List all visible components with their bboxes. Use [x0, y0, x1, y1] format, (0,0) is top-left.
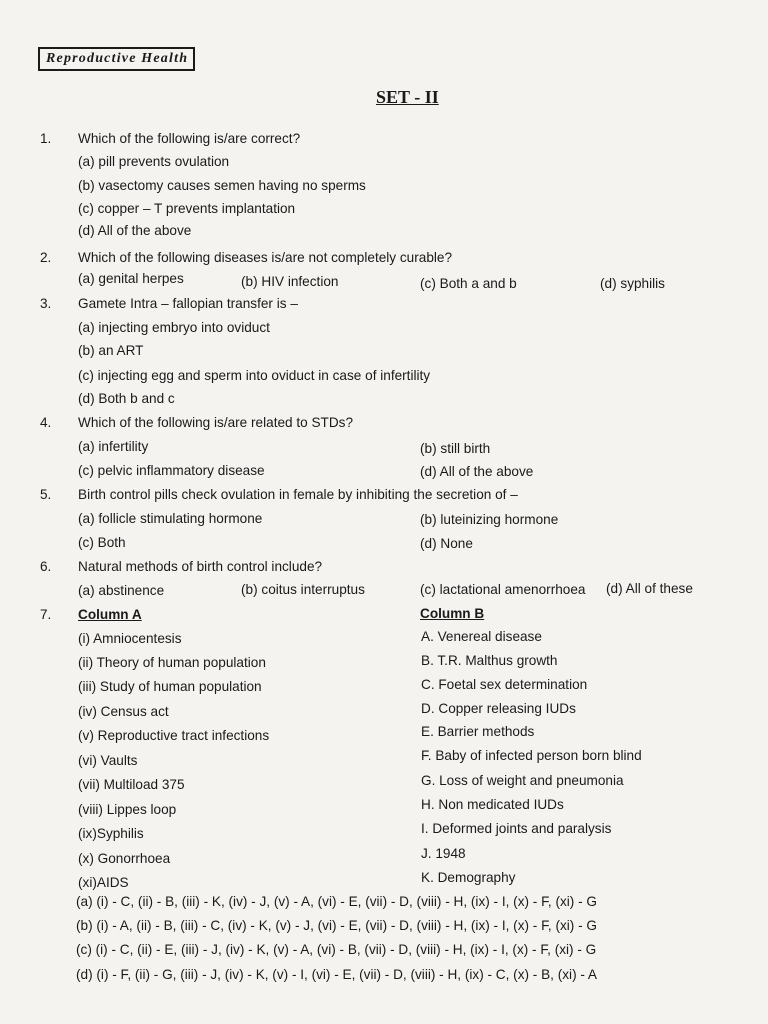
column-a-item: (iii) Study of human population — [78, 679, 262, 694]
option: (b) HIV infection — [241, 274, 339, 289]
question-text: Which of the following is/are correct? — [78, 131, 301, 146]
option: (c) injecting egg and sperm into oviduct in case of infertility — [78, 368, 431, 383]
option: (c) copper – T prevents implantation — [78, 201, 296, 216]
option: (c) pelvic inflammatory disease — [78, 463, 265, 478]
column-b-item: G. Loss of weight and pneumonia — [421, 773, 624, 788]
option: (a) infertility — [78, 439, 149, 454]
column-a-item: (ii) Theory of human population — [78, 655, 266, 670]
question-number: 7. — [40, 607, 52, 622]
column-a-item: (v) Reproductive tract infections — [78, 728, 270, 743]
column-b-item: I. Deformed joints and paralysis — [421, 821, 612, 836]
column-b-item: K. Demography — [421, 870, 516, 885]
column-a-item: (ix)Syphilis — [78, 826, 144, 841]
option: (b) vasectomy causes semen having no sperms — [78, 178, 366, 193]
column-b-item: B. T.R. Malthus growth — [421, 653, 558, 668]
option: (b) luteinizing hormone — [420, 512, 559, 527]
column-b-item: A. Venereal disease — [421, 629, 542, 644]
option: (b) still birth — [420, 441, 491, 456]
column-b-item: H. Non medicated IUDs — [421, 797, 564, 812]
option: (c) Both a and b — [420, 276, 517, 291]
column-a-item: (x) Gonorrhoea — [78, 851, 171, 866]
question-text: Natural methods of birth control include? — [78, 559, 323, 574]
question-number: 1. — [40, 131, 52, 146]
question-number: 4. — [40, 415, 52, 430]
column-a-item: (xi)AIDS — [78, 875, 129, 890]
set-title: SET - II — [376, 87, 439, 107]
column-a-heading: Column A — [78, 607, 142, 622]
option: (d) Both b and c — [78, 391, 175, 406]
question-number: 5. — [40, 487, 52, 502]
column-b-item: J. 1948 — [421, 846, 466, 861]
question-number: 6. — [40, 559, 52, 574]
question-text: Gamete Intra – fallopian transfer is – — [78, 296, 298, 311]
column-a-item: (vi) Vaults — [78, 753, 138, 768]
column-b-item: F. Baby of infected person born blind — [421, 748, 642, 763]
column-a-item: (vii) Multiload 375 — [78, 777, 185, 792]
question-number: 2. — [40, 250, 52, 265]
option: (a) abstinence — [78, 583, 165, 598]
question-text: Which of the following diseases is/are not completely curable? — [78, 250, 453, 265]
answer-option: (a) (i) - C, (ii) - B, (iii) - K, (iv) - J, (v) - A, (vi) - E, (vii) - D, (viii) - H, (ix) - I, (x) - F, (xi) - G — [76, 894, 597, 909]
column-b-heading: Column B — [420, 606, 485, 621]
option: (b) an ART — [78, 343, 144, 358]
column-a-item: (iv) Census act — [78, 704, 169, 719]
answer-option: (c) (i) - C, (ii) - E, (iii) - J, (iv) - K, (v) - A, (vi) - B, (vii) - D, (viii) - H, (ix) - I, (x) - F, (xi) - G — [76, 942, 597, 957]
option: (d) All of the above — [78, 223, 192, 238]
column-a-item: (i) Amniocentesis — [78, 631, 182, 646]
option: (d) syphilis — [600, 276, 665, 291]
option: (d) All of the above — [420, 464, 534, 479]
option: (b) coitus interruptus — [241, 582, 365, 597]
column-b-item: D. Copper releasing IUDs — [421, 701, 576, 716]
question-text: Which of the following is/are related to STDs? — [78, 415, 354, 430]
option: (d) None — [420, 536, 473, 551]
option: (c) lactational amenorrhoea — [420, 582, 586, 597]
option: (c) Both — [78, 535, 126, 550]
section-header-box: Reproductive Health — [38, 47, 195, 71]
question-text: Birth control pills check ovulation in female by inhibiting the secretion of – — [78, 487, 518, 502]
option: (a) pill prevents ovulation — [78, 154, 230, 169]
answer-option: (b) (i) - A, (ii) - B, (iii) - C, (iv) - K, (v) - J, (vi) - E, (vii) - D, (viii) - H, (ix) - I, (x) - F, (xi) - G — [76, 918, 597, 933]
option: (a) follicle stimulating hormone — [78, 511, 263, 526]
column-b-item: E. Barrier methods — [421, 724, 535, 739]
option: (a) injecting embryo into oviduct — [78, 320, 270, 335]
answer-option: (d) (i) - F, (ii) - G, (iii) - J, (iv) - K, (v) - I, (vi) - E, (vii) - D, (viii) - H, (ix) - C, (x) - B, (xi) - A — [76, 967, 597, 982]
column-b-item: C. Foetal sex determination — [421, 677, 588, 692]
column-a-item: (viii) Lippes loop — [78, 802, 177, 817]
question-number: 3. — [40, 296, 52, 311]
option: (d) All of these — [606, 581, 693, 596]
option: (a) genital herpes — [78, 271, 184, 286]
